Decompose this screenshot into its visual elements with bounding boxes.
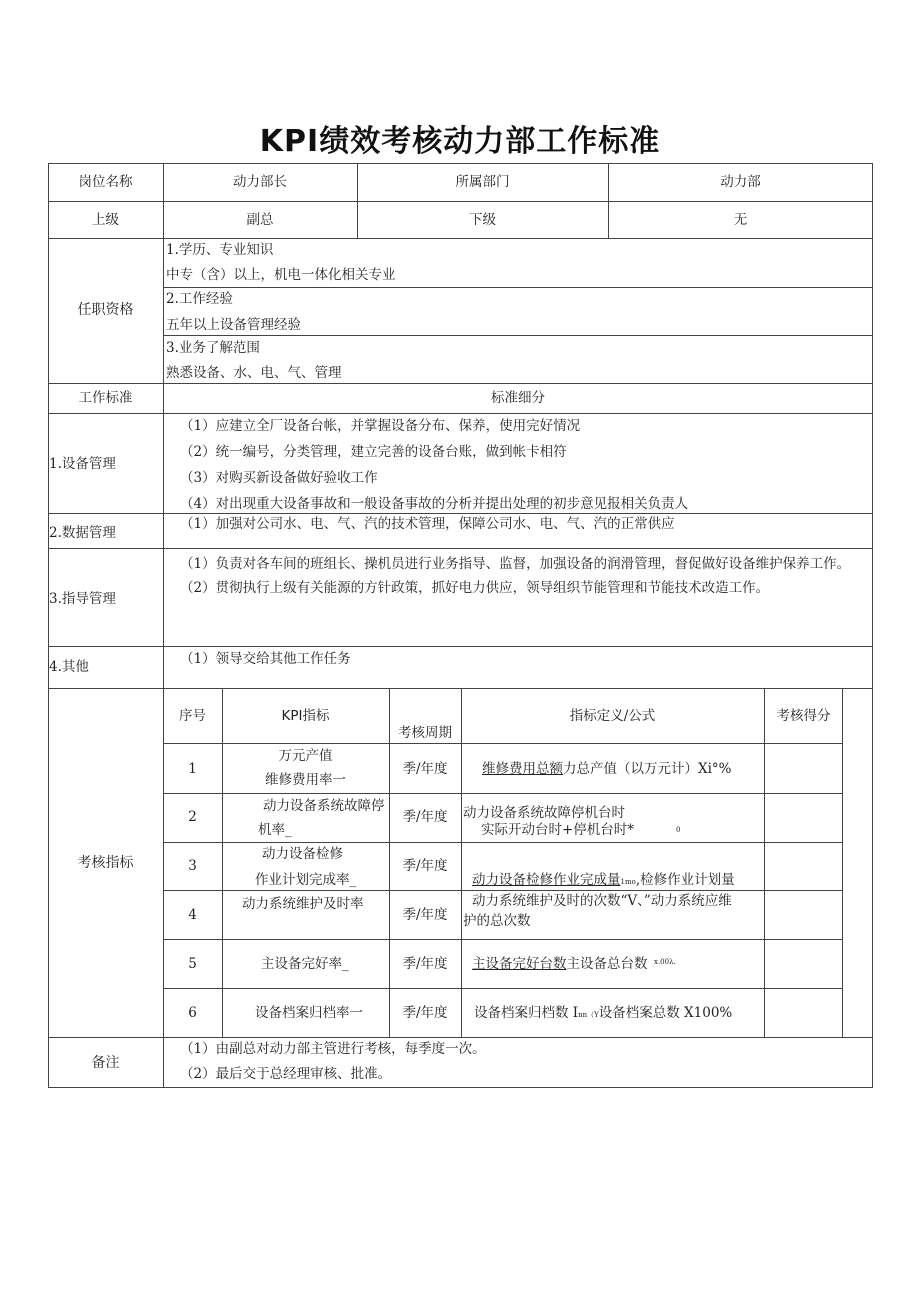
standard-item: （1）领导交给其他工作任务: [180, 651, 351, 667]
rule: [163, 939, 843, 940]
subordinate-value: 无: [733, 212, 748, 228]
rule: [163, 335, 873, 336]
remark-item: （2）最后交于总经理审核、批准。: [180, 1066, 392, 1082]
dept-value: 动力部: [720, 174, 761, 190]
formula-denominator: 实际开动台时+停机台时*: [481, 822, 635, 838]
kpi-row-no: 6: [188, 1005, 197, 1021]
formula-superscript: x.00λ.: [654, 958, 676, 966]
remark-item: （1）由副总对动力部主管进行考核，每季度一次。: [180, 1041, 486, 1057]
rule: [163, 743, 843, 744]
qualification-heading: 1.学历、专业知识: [166, 242, 274, 258]
kpi-row-period: 季/年度: [402, 1005, 448, 1021]
formula-numerator: 动力设备检修作业完成量: [472, 872, 621, 888]
rule: [163, 287, 873, 288]
kpi-row-name: 设备档案归档率一: [255, 1005, 363, 1021]
page-title: KPI绩效考核动力部工作标准: [259, 124, 661, 159]
kpi-row-no: 5: [188, 956, 197, 972]
subordinate-label: 下级: [469, 212, 496, 228]
formula-subscript: nn（Y: [578, 1011, 599, 1019]
rule: [222, 688, 223, 1037]
qualification-detail: 中专（含）以上，机电一体化相关专业: [166, 267, 396, 283]
formula-subscript: 1mo: [620, 878, 636, 886]
kpi-inner-table: [163, 688, 843, 1037]
standard-label: 2.数据管理: [49, 525, 116, 541]
rule: [764, 688, 765, 1037]
standard-item: （2）统一编号，分类管理，建立完善的设备台账，做到帐卡相符: [180, 444, 567, 460]
formula-numerator: 维修费用总额: [482, 761, 563, 777]
rule: [48, 548, 873, 549]
kpi-label: 考核指标: [77, 855, 134, 871]
formula-numerator: 主设备完好台数: [472, 956, 567, 972]
kpi-row-definition: [472, 956, 648, 972]
kpi-header-definition: 指标定义/公式: [569, 708, 656, 724]
kpi-row-name: 万元产值: [278, 748, 333, 764]
rule: [48, 513, 873, 514]
kpi-header-score: 考核得分: [776, 708, 831, 724]
remarks-label: 备注: [91, 1055, 120, 1071]
kpi-row-name: 作业计划完成率_: [255, 872, 357, 888]
qualification-detail: 熟悉设备、水、电、气、管理: [166, 365, 342, 381]
kpi-row-definition: 动力系统维护及时的次数“V、”动力系统应维: [472, 893, 732, 909]
rule: [48, 413, 873, 414]
position-value: 动力部长: [233, 174, 287, 190]
kpi-row-definition: 动力设备系统故障停机台时: [463, 805, 625, 821]
standard-item: （3）对购买新设备做好验收工作: [180, 470, 378, 486]
standard-item: （1）应建立全厂设备台帐，并掌握设备分布、保养，使用完好情况: [180, 418, 581, 434]
standard-item: （1）加强对公司水、电、气、汽的技术管理，保障公司水、电、气、汽的正常供应: [180, 516, 675, 532]
standards-header-left: 工作标准: [78, 390, 133, 406]
formula-superscript: 0: [676, 826, 681, 834]
kpi-row-period: 季/年度: [402, 956, 448, 972]
kpi-header-period: 考核周期: [398, 725, 452, 741]
qualifications-label: 任职资格: [77, 302, 134, 318]
kpi-row-no: 1: [188, 761, 197, 777]
kpi-row-no: 2: [188, 809, 197, 825]
formula-rest: 力总产值（以万元计）Xi°%: [563, 761, 732, 777]
rule: [163, 842, 843, 843]
kpi-row-definition: [474, 1005, 732, 1023]
kpi-row-period: 季/年度: [402, 761, 448, 777]
kpi-header-no: 序号: [179, 708, 206, 724]
rule: [48, 238, 873, 239]
standard-item: （4）对出现重大设备事故和一般设备事故的分析并提出处理的初步意见报相关负责人: [180, 496, 689, 512]
position-label: 岗位名称: [78, 174, 133, 190]
kpi-header-name: KPI指标: [281, 708, 330, 724]
rule: [48, 383, 873, 384]
qualification-detail: 五年以上设备管理经验: [166, 317, 301, 333]
kpi-row-name: 机率_: [258, 822, 292, 838]
rule: [48, 201, 873, 202]
kpi-row-no: 3: [188, 858, 197, 874]
kpi-row-definition: 动力设备检修作业完成量1mo,检修作业计划量: [472, 872, 735, 888]
kpi-row-name: 动力系统维护及时率: [242, 896, 364, 912]
rule: [461, 688, 462, 1037]
kpi-row-definition: 护的总次数: [463, 913, 531, 929]
kpi-row-definition: [481, 822, 634, 838]
formula-rest: 设备档案总数 X100%: [598, 1005, 733, 1021]
kpi-row-definition: [482, 761, 732, 777]
rule: [163, 793, 843, 794]
kpi-row-period: 季/年度: [402, 809, 448, 825]
standard-label: 4.其他: [49, 659, 89, 675]
standard-label: 1.设备管理: [49, 456, 116, 472]
qualification-heading: 3.业务了解范围: [166, 340, 260, 356]
formula-rest: 检修作业计划量: [640, 872, 735, 888]
standard-item: （1）负责对各车间的班组长、操机员进行业务指导、监督，加强设备的润滑管理，督促做好设备维护保养工作。: [180, 556, 851, 572]
kpi-row-no: 4: [188, 907, 197, 923]
superior-label: 上级: [92, 212, 119, 228]
rule: [48, 1037, 873, 1038]
rule: [163, 890, 843, 891]
kpi-row-period: 季/年度: [402, 907, 448, 923]
standard-label: 3.指导管理: [49, 591, 116, 607]
rule: [48, 646, 873, 647]
standards-header-right: 标准细分: [491, 390, 545, 406]
kpi-row-name: 维修费用率一: [265, 772, 346, 788]
kpi-row-name: 动力设备检修: [262, 846, 343, 862]
formula-rest: 主设备总台数: [566, 956, 648, 972]
rule: [163, 988, 843, 989]
superior-value: 副总: [246, 212, 274, 228]
standard-item: （2）贯彻执行上级有关能源的方针政策，抓好电力供应，领导组织节能管理和节能技术改造工作。: [180, 580, 770, 596]
kpi-row-period: 季/年度: [402, 858, 448, 874]
kpi-row-name: 主设备完好率_: [261, 956, 349, 972]
kpi-row-name: 动力设备系统故障停: [263, 798, 385, 814]
dept-label: 所属部门: [455, 174, 510, 190]
qualification-heading: 2.工作经验: [166, 291, 233, 307]
formula-numerator: 设备档案归档数 I: [474, 1005, 579, 1021]
